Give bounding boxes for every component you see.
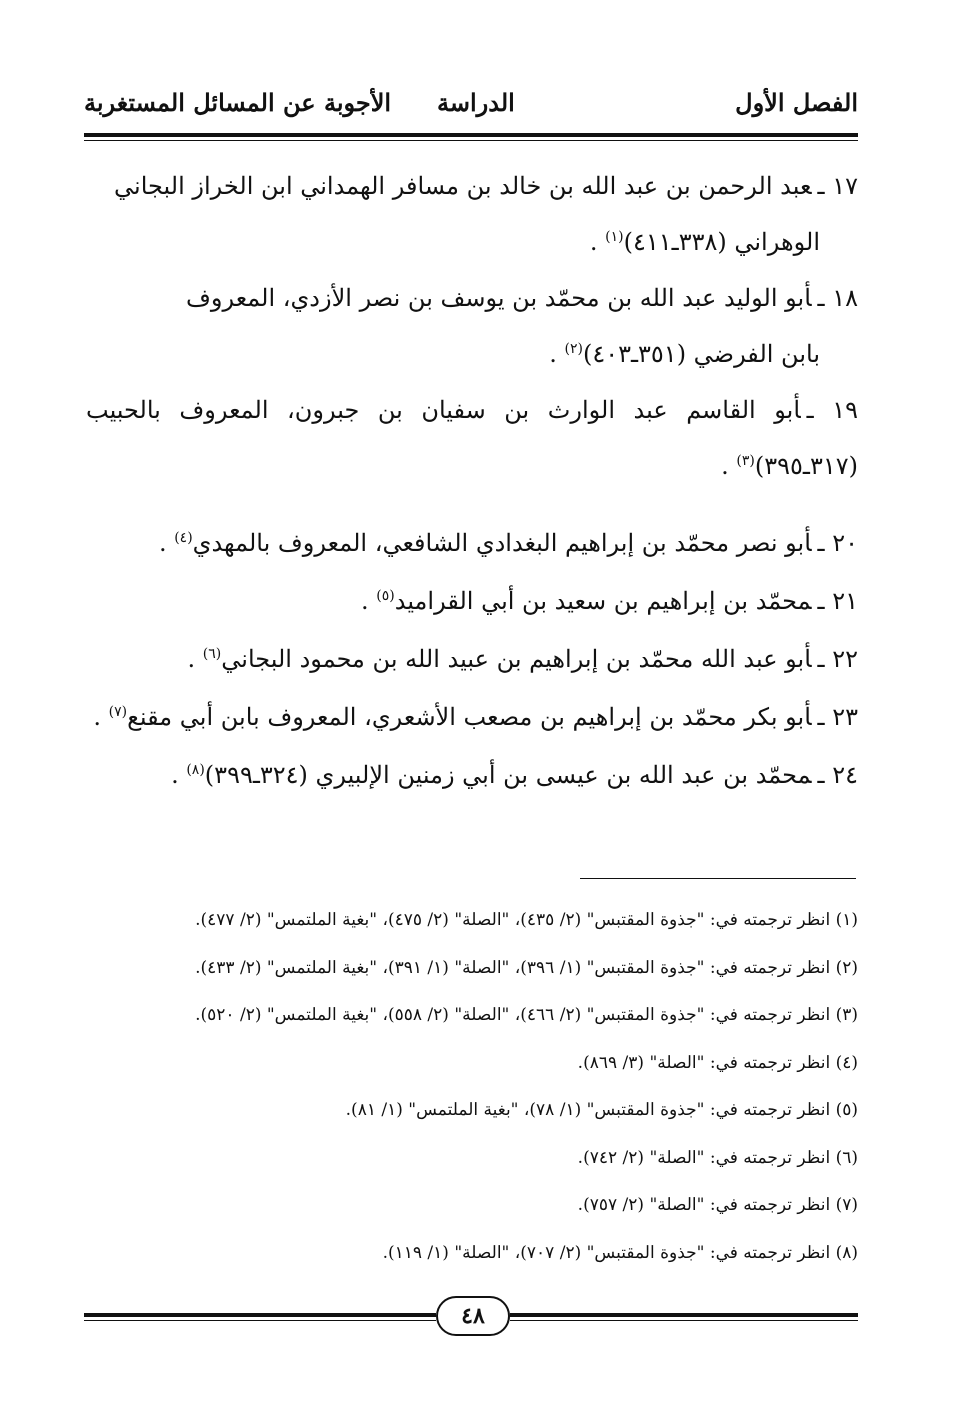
entry-number: ١٧ ـ (817, 172, 858, 200)
list-item: ٢١ ـمحمّد بن إبراهيم بن سعيد بن أبي القراميد$^{(٥)}$ . (360, 587, 858, 615)
running-header-section: الدراسة (437, 88, 515, 117)
entry-number: ١٨ ـ (817, 284, 858, 312)
footer-rule-right (510, 1313, 858, 1317)
footnote-ref: (٦) (202, 646, 222, 662)
running-header-chapter: الفصل الأول (735, 88, 858, 117)
footnote: (١) انظر ترجمته في: "جذوة المقتبس" (٢/ ٤٣٥)، "الصلة" (٢/ ٤٧٥)، "بغية الملتمس" (٢/ ٤٧٧). (195, 910, 858, 930)
list-item: ١٧ ـعبد الرحمن بن عبد الله بن خالد بن مسافر الهمداني ابن الخراز البجاني الوهراني (٣٣٨ـ٤١١)$^{(١)}$ . (114, 172, 858, 256)
footnote: (٧) انظر ترجمته في: "الصلة" (٢/ ٧٥٧). (577, 1195, 858, 1215)
list-item: ٢٢ ـأبو عبد الله محمّد بن إبراهيم بن عبيد الله بن محمود البجاني$^{(٦)}$ . (187, 645, 858, 673)
list-item: ٢٣ ـأبو بكر محمّد بن إبراهيم بن مصعب الأشعري، المعروف بابن أبي مقنع$^{(٧)}$ . (93, 703, 858, 731)
entry-text: أبو عبد الله محمّد بن إبراهيم بن عبيد الله بن محمود البجاني (221, 645, 812, 673)
entry-number: ٢٤ ـ (817, 761, 858, 789)
footnote: (٤) انظر ترجمته في: "الصلة" (٣/ ٨٦٩). (577, 1052, 858, 1073)
footnote-ref: (٥) (376, 588, 395, 604)
footnote-ref: (٣) (736, 453, 755, 469)
footer-rule-left (84, 1313, 436, 1317)
entry-number: ٢٢ ـ (817, 645, 858, 673)
entry-text: عبد الرحمن بن عبد الله بن خالد بن مسافر الهمداني ابن الخراز البجاني (114, 172, 812, 200)
footnote: (٣) انظر ترجمته في: "جذوة المقتبس" (٢/ ٤٦٦)، "الصلة" (٢/ ٥٥٨)، "بغية الملتمس" (٢/ ٥٢٠). (195, 1005, 858, 1025)
footnote-ref: (١) (605, 229, 624, 245)
header-rule-thin (84, 140, 858, 141)
entry-continuation: بابن الفرضي (٣٥١ـ٤٠٣) (582, 340, 820, 368)
footnote: (٢) انظر ترجمته في: "جذوة المقتبس" (١/ ٣٩٦)، "الصلة" (١/ ٣٩١)، "بغية الملتمس" (٢/ ٤٣٣). (195, 957, 858, 978)
entry-number: ٢٣ ـ (817, 703, 858, 731)
footnote-ref: (٢) (564, 341, 583, 357)
footnote-ref: (٤) (174, 530, 193, 546)
entry-continuation: الوهراني (٣٣٨ـ٤١١) (623, 228, 820, 256)
list-item: ٢٠ ـأبو نصر محمّد بن إبراهيم البغدادي الشافعي، المعروف بالمهدي$^{(٤)}$ . (158, 529, 858, 557)
header-rule-thick (84, 133, 858, 137)
footnote: (٥) انظر ترجمته في: "جذوة المقتبس" (١/ ٧٨)، "بغية الملتمس" (١/ ٨١). (345, 1100, 858, 1120)
footnote: (٨) انظر ترجمته في: "جذوة المقتبس" (٢/ ٧٠٧)، "الصلة" (١/ ١١٩). (382, 1242, 858, 1263)
entry-text: محمّد بن عبد الله بن عيسى بن أبي زمنين الإلبيري (٣٢٤ـ٣٩٩) (204, 761, 812, 789)
footer-rule-right-thin (510, 1320, 858, 1321)
footnote: (٦) انظر ترجمته في: "الصلة" (٢/ ٧٤٢). (577, 1147, 858, 1168)
entries-group-2 (86, 514, 858, 804)
footnote-ref: (٨) (186, 762, 205, 778)
entries-group-1 (86, 158, 858, 494)
entry-number: ٢١ ـ (817, 587, 858, 615)
list-item: ١٨ ـأبو الوليد عبد الله بن محمّد بن يوسف بن نصر الأزدي، المعروف بابن الفرضي (٣٥١ـ٤٠٣)$^{(٢)}$ . (186, 284, 858, 368)
footnote-ref: (٧) (108, 704, 128, 720)
footnotes (86, 897, 858, 1277)
entry-text: أبو الوليد عبد الله بن محمّد بن يوسف بن نصر الأزدي، المعروف (186, 284, 812, 312)
list-item: ١٩ ـأبو القاسم عبد الوارث بن سفيان بن جبرون، المعروف بالحبيب (٣١٧ـ٣٩٥)$^{(٣)}$ . (86, 396, 858, 480)
entry-number: ٢٠ ـ (817, 529, 858, 557)
entry-text: أبو بكر محمّد بن إبراهيم بن مصعب الأشعري، المعروف بابن أبي مقنع (127, 703, 812, 731)
footnote-separator (580, 878, 856, 879)
entry-text: أبو القاسم عبد الوارث بن سفيان بن جبرون، المعروف بالحبيب (٣١٧ـ٣٩٥) (86, 396, 858, 480)
page-number: ٤٨ (436, 1296, 510, 1336)
entry-text: محمّد بن إبراهيم بن سعيد بن أبي القراميد (394, 587, 812, 615)
entry-number: ١٩ ـ (806, 396, 858, 424)
running-header-book-title: الأجوبة عن المسائل المستغربة (84, 88, 392, 117)
entry-text: أبو نصر محمّد بن إبراهيم البغدادي الشافعي، المعروف بالمهدي (192, 529, 812, 557)
footer-rule-left-thin (84, 1320, 436, 1321)
list-item: ٢٤ ـمحمّد بن عبد الله بن عيسى بن أبي زمنين الإلبيري (٣٢٤ـ٣٩٩)$^{(٨)}$ . (171, 761, 858, 789)
